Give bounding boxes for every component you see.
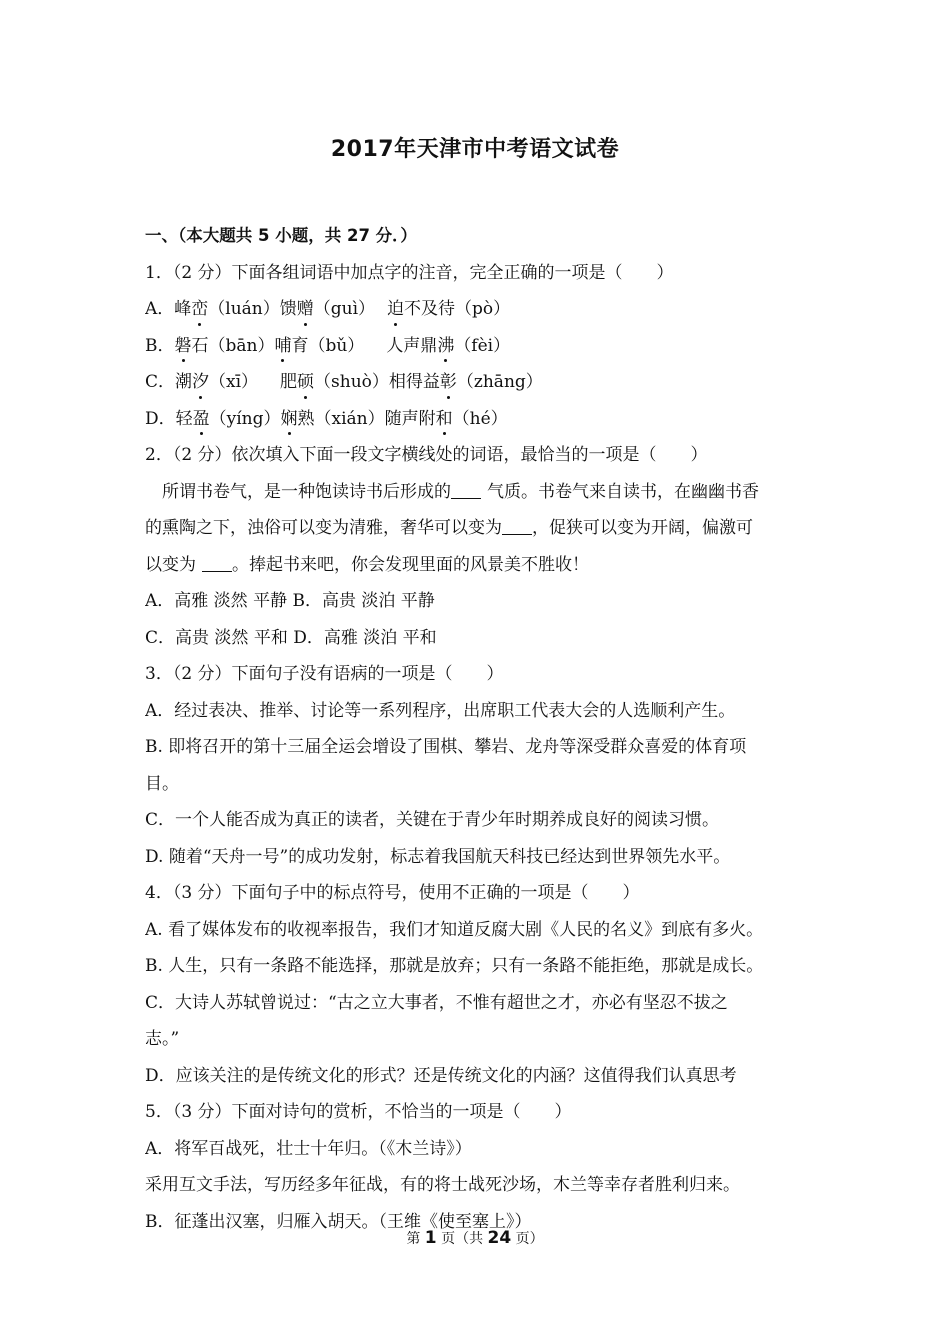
option-text: （guì）	[313, 299, 376, 319]
dotted-char: 娴	[281, 401, 298, 438]
question-2-passage-line-2	[145, 510, 810, 547]
dotted-char: 和	[436, 401, 453, 438]
option-text: （luán）馈	[208, 299, 297, 319]
question-4-option-c-line-2: 志。”	[145, 1029, 180, 1049]
option-text: （shuò）相得益	[314, 372, 440, 392]
question-4-stem: 4．（3 分）下面句子中的标点符号，使用不正确的一项是（ ）	[145, 883, 640, 903]
option-text: 石（bān）	[191, 335, 275, 356]
fill-blank	[502, 516, 532, 535]
question-5-option-a: A．将军百战死，壮士十年归。（《木兰诗》）	[145, 1138, 472, 1159]
page-title: 2017年天津市中考语文试卷	[330, 137, 620, 162]
option-text: （zhāng）	[456, 372, 543, 392]
dotted-char: 迫	[387, 291, 404, 328]
footer-text: 页）	[511, 1231, 544, 1247]
dotted-char: 沸	[437, 328, 454, 365]
option-text: A．峰	[145, 299, 192, 319]
question-2-passage-line-1	[145, 474, 810, 511]
question-3-option-a: A．经过表决、推举、讨论等一系列程序，出席职工代表大会的人选顺利产生。	[145, 700, 736, 721]
option-text: （hé）	[452, 408, 508, 429]
passage-text: 所谓书卷气，是一种饱读诗书后形成的	[162, 481, 451, 502]
question-4-option-b: B. 人生，只有一条路不能选择，那就是放弃；只有一条路不能拒绝，那就是成长。	[145, 956, 764, 976]
passage-text: 气质。书卷气来自读书，在幽幽书香	[487, 481, 759, 502]
dotted-char: 盈	[193, 401, 210, 438]
passage-text: 的熏陶之下，浊俗可以变为清雅，奢华可以变为	[145, 518, 502, 538]
option-text: 不及待（pò）	[404, 299, 511, 319]
exam-content	[145, 218, 810, 1240]
dotted-char: 哺	[274, 328, 291, 365]
question-1-option-a	[145, 291, 810, 328]
option-text: 熟（xián）随声附	[297, 408, 436, 429]
question-2-passage-line-3	[145, 547, 810, 584]
question-3-option-c: C．一个人能否成为真正的读者，关键在于青少年时期养成良好的阅读习惯。	[145, 810, 720, 830]
dotted-char: 硕	[297, 364, 314, 401]
question-5-stem: 5．（3 分）下面对诗句的赏析，不恰当的一项是（ ）	[145, 1102, 572, 1122]
option-text: （fèi）	[454, 335, 511, 356]
option-text: 人声鼎	[386, 335, 438, 356]
dotted-char: 汐	[192, 364, 209, 401]
question-2-stem: 2．（2 分）依次填入下面一段文字横线处的词语，最恰当的一项是（ ）	[145, 445, 708, 465]
option-text: 育（bǔ）	[291, 335, 365, 356]
question-4-option-a: A. 看了媒体发布的收视率报告，我们才知道反腐大剧《人民的名义》到底有多火。	[145, 919, 764, 940]
dotted-char: 赠	[297, 291, 314, 328]
question-3-option-b-line-2: 目。	[145, 773, 179, 794]
page-footer	[0, 1228, 950, 1248]
dotted-char: 彰	[440, 364, 457, 401]
question-3-option-b-line-1: B. 即将召开的第十三届全运会增设了围棋、攀岩、龙舟等深受群众喜爱的体育项	[145, 737, 747, 757]
passage-text: 以变为	[145, 554, 196, 575]
dotted-char: 峦	[191, 291, 208, 328]
question-4-option-d: D．应该关注的是传统文化的形式？还是传统文化的内涵？这值得我们认真思考	[145, 1065, 737, 1086]
option-text: 肥	[280, 372, 298, 392]
question-3-stem: 3．（2 分）下面句子没有语病的一项是（ ）	[145, 664, 504, 684]
question-2-options-ab: A．高雅 淡然 平静 B．高贵 淡泊 平静	[145, 591, 435, 611]
option-text: C．潮	[145, 372, 193, 392]
passage-text: ，促狭可以变为开阔，偏激可	[532, 518, 753, 538]
question-1-option-b	[145, 328, 810, 365]
question-3-option-d: D. 随着“天舟一号”的成功发射，标志着我国航天科技已经达到世界领先水平。	[145, 846, 731, 867]
option-text: D．轻	[145, 408, 193, 429]
question-5-option-a-note: 采用互文手法，写历经多年征战，有的将士战死沙场，木兰等幸存者胜利归来。	[145, 1175, 740, 1195]
option-text: B．	[145, 335, 175, 356]
fill-blank	[451, 480, 481, 499]
question-1-option-c	[145, 364, 810, 401]
footer-text: 第	[406, 1231, 425, 1247]
fill-blank	[202, 553, 232, 572]
question-1-option-d	[145, 401, 810, 438]
passage-text: 。捧起书来吧，你会发现里面的风景美不胜收！	[232, 554, 589, 575]
option-text: （xī）	[209, 372, 259, 392]
question-5-option-b: B．征蓬出汉塞，归雁入胡天。（王维《使至塞上》）	[145, 1211, 532, 1232]
dotted-char: 磐	[175, 328, 192, 365]
page-number: 1	[424, 1228, 437, 1248]
footer-text: 页（共	[436, 1231, 488, 1247]
question-1-stem: 1．（2 分）下面各组词语中加点字的注音，完全正确的一项是（ ）	[145, 262, 674, 283]
option-text: （yíng）	[209, 408, 281, 429]
question-2-options-cd: C．高贵 淡然 平和 D．高雅 淡泊 平和	[145, 627, 437, 648]
section-heading: 一、（本大题共 5 小题，共 27 分．）	[145, 226, 417, 245]
total-pages: 24	[487, 1228, 512, 1248]
question-4-option-c-line-1: C．大诗人苏轼曾说过：“古之立大事者，不惟有超世之才，亦必有坚忍不拔之	[145, 992, 728, 1013]
